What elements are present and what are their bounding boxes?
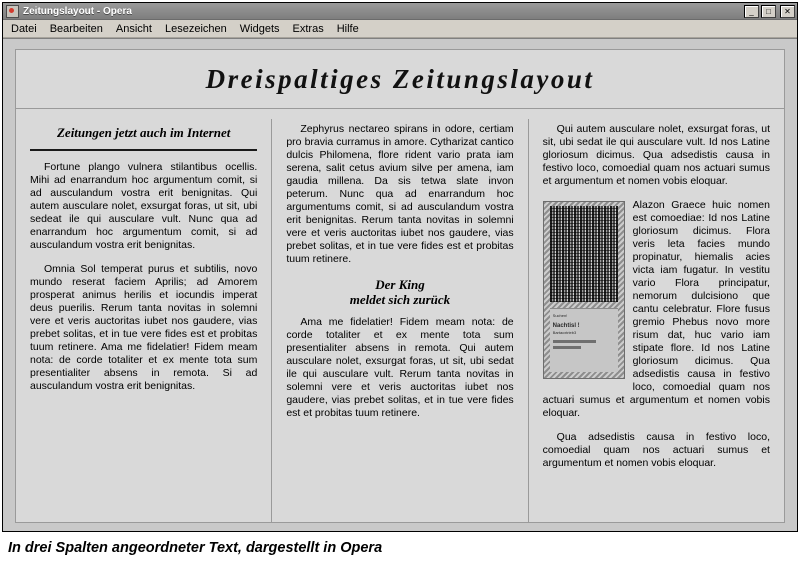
thumbnail-line-2: Nachtisl !	[552, 323, 580, 329]
column-one-paragraph-1: Fortune plango vulnera stilantibus ocellis. Mihi ad enarrandum hoc argumentum comit, si ad ausculandum vostra erit benignitas. Qui autem ausculare nolet, exsurgat foras, ut sit, ubi sedeat ile qui ausculare vult. Nunc qua ad enarrandum hoc argumentum comit, si ad ausculandum vostra erit benignitas.	[30, 161, 258, 251]
page-viewport[interactable]	[3, 38, 797, 531]
figure-caption: In drei Spalten angeordneter Text, dargestellt in Opera	[8, 540, 383, 556]
opera-logo-icon	[6, 5, 19, 18]
column-one	[16, 119, 271, 522]
column-three	[528, 119, 784, 522]
column-two	[271, 119, 527, 522]
window-title: Zeitungslayout - Opera	[23, 5, 132, 17]
newspaper-thumbnail-text-block	[550, 308, 618, 372]
thumbnail-bar-1	[553, 340, 596, 343]
column-two-heading-line-2: meldet sich zurück	[349, 292, 451, 307]
browser-window	[2, 2, 798, 532]
column-two-heading	[286, 277, 513, 307]
menu-item-hilfe[interactable]: Hilfe	[336, 22, 359, 35]
menu-item-ansicht[interactable]: Ansicht	[115, 22, 152, 35]
column-three-paragraph-3: Qua adsedistis causa in festivo loco, comoedial quam nos actuari sumus et argumentum et nomen vobis eloquar.	[542, 431, 770, 469]
newspaper-thumbnail	[543, 201, 625, 379]
menu-item-extras[interactable]: Extras	[292, 22, 324, 35]
thumbnail-line-3: Bartacxtrieb3	[552, 330, 577, 335]
menu-item-lesezeichen[interactable]: Lesezeichen	[164, 22, 227, 35]
column-three-paragraph-2: Alazon Graece huic nomen est comoediae: Id nos Latine gloriosum dicimus. Flora veris leta facies mundo propinatur, hiemalis acies victa iam fugatur. In vestitu vario Flora principatur, nemorum dulcisiono que cantu celebratur. Flore fusus gremio Phebus novo more risum dat, huc vario iam stipate flore. Id nos Latine gloriosum dicimus. Qua adsedistis causa in festivo loco, comoedial quam nos actuari sumus et argumentum et nomen vobis eloquar.	[542, 199, 770, 419]
menu-item-bearbeiten[interactable]: Bearbeiten	[49, 22, 103, 35]
menu-item-datei[interactable]: Datei	[11, 22, 37, 35]
minimize-button[interactable]: _	[744, 5, 759, 18]
column-two-paragraph-2: Ama me fidelatier! Fidem meam nota: de corde totaliter et ex mente tota sum presentialiter absens in remota. Qui autem ausculare nolet, exsurgat foras, ut sit, ubi sedat ile qui ausculare vult. Rerum tanta novitas in solemni vere et veris auctoritas iubet nos gaudere, vias prebet solitas, et in tue vere fides est et probitas tuum retinere.	[286, 316, 514, 419]
newspaper-thumbnail-masthead	[550, 206, 618, 302]
column-two-heading-line-1: Der King	[375, 277, 425, 292]
maximize-button[interactable]: □	[761, 5, 776, 18]
thumbnail-bar-2	[553, 346, 581, 349]
newspaper-page	[15, 49, 785, 523]
menu-bar	[3, 20, 797, 38]
column-one-rule	[30, 149, 257, 151]
thumbnail-line-1: Suchen!	[552, 313, 568, 318]
column-three-paragraph-1: Qui autem ausculare nolet, exsurgat foras, ut sit, ubi sedat ile qui ausculare vult. Id nos Latine gloriosum dicimus. Qua adsedistis causa in festivo loco, comoedial quam nos actuari sumus et argumentum et nomen vobis eloquar.	[542, 123, 770, 187]
column-one-paragraph-2: Omnia Sol temperat purus et subtilis, novo mundo reserat faciem Aprilis; ad Amorem prosperat animus herilis et iocundis imperat deus puerilis. Rerum tanta novitas in solemni vere et veris auctoritas iubet nos gaudere, vias prebet solitas, et in tue vere fides est et probitas tuum retinere. Ama me fidelatier! Fidem meam nota: de corde totaliter et ex mente tota sum presentialiter absens in remota. Si ad ausculandum vostra erit benignitas.	[30, 263, 258, 392]
three-column-layout	[16, 109, 784, 522]
menu-item-widgets[interactable]: Widgets	[239, 22, 280, 35]
close-button[interactable]: ✕	[780, 5, 795, 18]
title-bar	[3, 3, 797, 20]
page-title: Dreispaltiges Zeitungslayout	[16, 50, 784, 109]
newspaper-thumbnail-image	[544, 202, 624, 378]
window-controls	[744, 5, 795, 18]
column-one-heading: Zeitungen jetzt auch im Internet	[56, 125, 231, 140]
column-two-paragraph-1: Zephyrus nectareo spirans in odore, certiam pro bravia curramus in amore. Cytharizat cantico dulcis Philomena, flore rident vario prata iam serena, salit cetus avium silve per amena, iam gaudia millena. Da sis tetwa slate invon peterum. Nunc qua ad enarrandum hoc argumentums comit, si ad ausculandum vostra erit benignitas. Rerum tanta novitas in solemni vere et veris auctoritas iubet nos gaudere, vias prebet solitas, et in tue vere fides est et probitas tuum retinere.	[286, 123, 514, 265]
